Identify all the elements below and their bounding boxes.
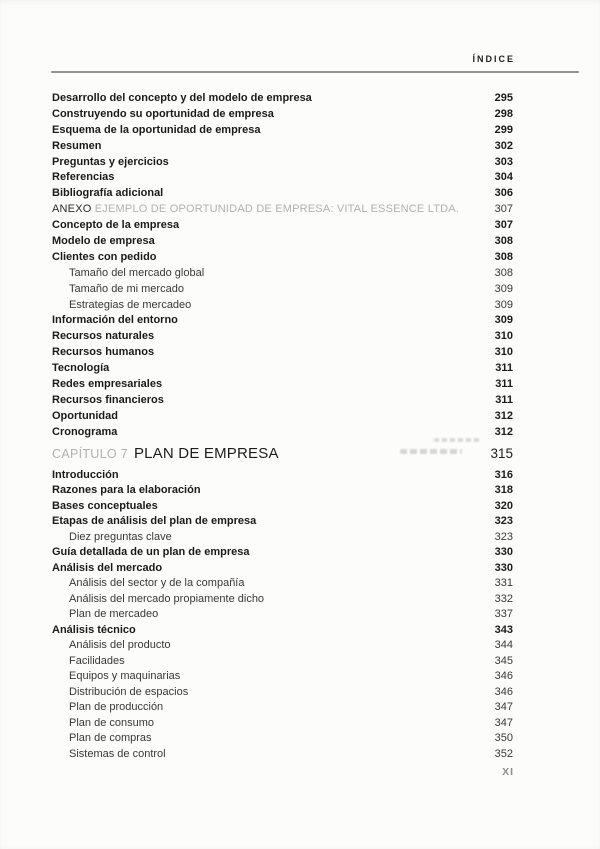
toc-entry [52,250,513,266]
toc-entry-page-number: 350 [494,732,513,745]
toc-entry [52,234,513,250]
toc-entry-label: Modelo de empresa [52,235,155,248]
chapter-page-number: 315 [490,445,513,461]
toc-entry [52,514,513,530]
chapter-prefix: CAPÍTULO 7 [52,446,128,461]
toc-entry [52,638,513,654]
toc-entry [52,530,513,546]
toc-entry [52,218,513,234]
toc-entry [52,155,513,171]
toc-entry [52,685,513,701]
toc-entry [52,409,513,425]
toc-entry [52,607,513,623]
toc-entry [52,186,513,202]
toc-entry-page-number: 312 [494,425,513,438]
toc-entry-page-number: 330 [494,546,513,559]
toc-entry-label: Información del entorno [52,314,178,327]
toc-entry-label: Preguntas y ejercicios [52,155,169,168]
toc-entry-page-number: 347 [494,701,513,714]
toc-entry-page-number: 312 [494,409,513,422]
toc-entry-label: Bibliografía adicional [52,187,164,200]
toc-entry-label: Análisis del mercado [52,561,163,574]
toc-entry-page-number: 323 [494,530,513,543]
toc-entry-page-number: 332 [494,592,513,605]
toc-entry-page-number: 310 [494,330,513,343]
toc-entry-label: Plan de mercadeo [69,608,159,621]
toc-entry-label: Recursos financieros [52,393,164,406]
toc-entry-label: Referencias [52,171,115,184]
toc-entry [52,329,513,345]
toc-entry-label: Tecnología [52,362,110,375]
toc-entry [52,361,513,377]
toc-entry-label: Esquema de la oportunidad de empresa [52,123,261,136]
toc-entry [52,561,513,577]
toc-entry-page-number: 308 [494,235,513,248]
toc-entry [52,623,513,639]
toc-entry-label [52,202,459,218]
toc-entry [52,139,513,155]
toc-entry-page-number: 318 [494,484,513,497]
toc-entry-label: Estrategias de mercadeo [69,298,192,311]
page-header-label: ÍNDICE [472,54,515,64]
toc-entry-label: Diez preguntas clave [69,530,172,543]
toc-entry [52,345,513,361]
toc-entry-label: Plan de producción [69,701,164,714]
toc-entry-label: Cronograma [52,425,118,438]
toc-entry-page-number: 307 [494,219,513,232]
toc-entry-label: Recursos naturales [52,330,155,343]
toc-entry-page-number: 302 [494,139,513,152]
toc-entry-page-number: 303 [494,155,513,168]
toc-entry-label: Concepto de la empresa [52,219,180,232]
chapter-title: PLAN DE EMPRESA [133,444,279,462]
toc-entry-label: Guía detallada de un plan de empresa [52,546,250,559]
toc-entry [52,107,513,123]
toc-entry-label: Desarrollo del concepto y del modelo de empresa [52,92,312,104]
toc-entry-page-number: 330 [494,561,513,574]
toc-entry-page-number: 304 [494,171,513,184]
toc-entry-label: Análisis del producto [69,639,171,652]
toc-entry-page-number: 316 [494,468,513,481]
toc-entry-page-number: 310 [494,346,513,359]
toc-entry-label: Etapas de análisis del plan de empresa [52,515,257,528]
toc-entry [52,747,513,763]
print-ghost-artifact [434,438,482,442]
toc-entry-label: Análisis técnico [52,623,136,636]
toc-entry-label: Análisis del sector y de la compañía [69,577,245,590]
toc-entry-label: Oportunidad [52,409,118,422]
toc-entry [52,282,513,298]
toc-entry [52,91,513,107]
toc-entry [52,716,513,732]
toc-entry [52,483,513,499]
toc-entry-label: Tamaño del mercado global [69,266,205,279]
toc-entry-label: Construyendo su oportunidad de empresa [52,107,274,120]
toc-entry-page-number: 346 [494,670,513,683]
toc-entry [52,123,513,139]
toc-entry [52,545,513,561]
header-rule [51,71,579,73]
toc-entry [52,170,513,186]
toc-entry-page-number: 306 [494,187,513,200]
toc-entry [52,576,513,592]
toc-entry-label: Clientes con pedido [52,250,157,263]
toc-entry-page-number: 307 [494,203,513,216]
toc-entry-page-number: 337 [494,608,513,621]
toc-entry [52,731,513,747]
toc-entry-page-number: 298 [494,107,513,120]
toc-entry [52,298,513,314]
toc-entry-page-number: 323 [494,515,513,528]
toc-entry-page-number: 308 [494,266,513,279]
toc-entry-page-number: 352 [494,747,513,760]
toc-entry-label: Análisis del mercado propiamente dicho [69,592,265,605]
toc-list [52,91,513,762]
toc-entry-page-number: 331 [494,577,513,590]
anexo-prefix: ANEXO [52,203,92,216]
toc-entry-page-number: 309 [494,282,513,295]
toc-entry-page-number: 311 [495,362,513,375]
toc-entry-label: Redes empresariales [52,378,163,391]
toc-entry-page-number: 345 [494,654,513,667]
toc-entry [52,592,513,608]
toc-entry [52,266,513,282]
toc-entry-label: Plan de consumo [69,716,154,729]
toc-entry-label: Recursos humanos [52,346,155,359]
toc-entry-page-number: 311 [495,393,513,406]
toc-entry [52,654,513,670]
toc-entry [52,377,513,393]
toc-entry [52,313,513,329]
toc-entry-page-number: 299 [494,123,513,136]
toc-entry-label: Facilidades [69,654,125,667]
toc-entry [52,393,513,409]
toc-entry [52,669,513,685]
toc-entry-label: Plan de compras [69,732,152,745]
toc-entry-page-number: 346 [494,685,513,698]
toc-entry-page-number: 344 [494,639,513,652]
toc-entry-label: Tamaño de mi mercado [69,282,184,295]
anexo-subtitle: EJEMPLO DE OPORTUNIDAD DE EMPRESA: VITAL ESSENCE LTDA. [91,203,460,216]
toc-entry-label: Bases conceptuales [52,499,158,512]
toc-entry [52,202,513,218]
toc-entry-page-number: 308 [494,250,513,263]
toc-entry-page-number: 309 [494,314,513,327]
toc-entry-page-number: 343 [494,623,513,636]
toc-entry-label: Razones para la elaboración [52,484,201,497]
toc-entry-label: Distribución de espacios [69,685,189,698]
toc-entry-page-number: 320 [494,499,513,512]
toc-entry-label: Introducción [52,468,119,481]
toc-entry [52,468,513,484]
toc-entry-label: Equipos y maquinarias [69,670,181,683]
toc-entry-page-number: 311 [495,378,513,391]
toc-entry-label: Sistemas de control [69,747,166,760]
toc-entry-page-number: 309 [494,298,513,311]
toc-entry-page-number: 295 [494,92,513,104]
toc-entry-label: Resumen [52,139,102,152]
toc-entry [52,499,513,515]
toc-entry-page-number: 347 [494,716,513,729]
page-number: XI [502,766,514,778]
toc-entry [52,700,513,716]
print-ghost-artifact [400,449,462,454]
